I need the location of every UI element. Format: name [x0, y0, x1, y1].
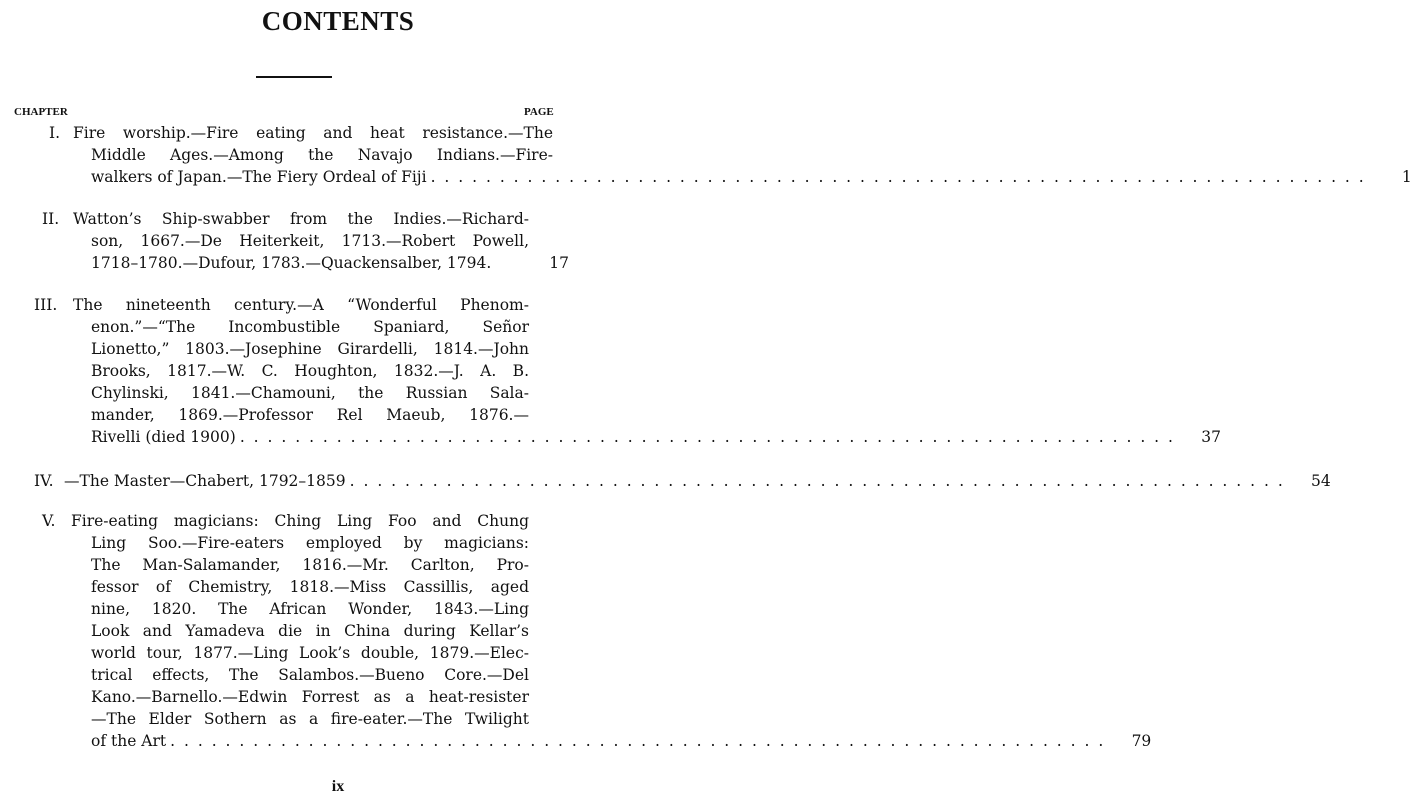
chapter-column-heading: CHAPTER	[14, 106, 68, 118]
entry-line: world tour, 1877.—Ling Look’s double, 1879.—Elec-	[91, 644, 529, 662]
entry-line: Brooks, 1817.—W. C. Houghton, 1832.—J. A. B.	[91, 362, 529, 380]
entry-line: Fire worship.—Fire eating and heat resistance.—The	[73, 124, 553, 142]
title-rule	[256, 76, 332, 78]
entry-line: Lionetto,” 1803.—Josephine Girardelli, 1814.—John	[91, 340, 529, 358]
entry-line: enon.”—“The Incombustible Spaniard, Señor	[91, 318, 529, 336]
entry-line: Chylinski, 1841.—Chamouni, the Russian Sala-	[91, 384, 529, 402]
entry-line: Kano.—Barnello.—Edwin Forrest as a heat-resister	[91, 688, 529, 706]
page-folio: ix	[331, 778, 345, 795]
entry-line: —The Master—Chabert, 1792–1859	[64, 472, 346, 490]
entry-line: —The Elder Sothern as a fire-eater.—The Twilight	[91, 710, 529, 728]
chapter-number: I.	[49, 124, 61, 142]
entry-line: The nineteenth century.—A “Wonderful Phenom-	[73, 296, 529, 314]
page-title: CONTENTS	[261, 6, 415, 36]
entry-line: Middle Ages.—Among the Navajo Indians.—Fire-	[91, 146, 553, 164]
dot-leader: . . . . . . . . . . . . . . . . . . . . . . . . . . . . . . . . . . . . . . . . . . . . . . . . . . . . . . . . . . . . . . . . . . . .	[349, 472, 1285, 490]
entry-line: son, 1667.—De Heiterkeit, 1713.—Robert Powell,	[91, 232, 529, 250]
chapter-number: II.	[42, 210, 60, 228]
entry-line: Rivelli (died 1900)	[91, 428, 236, 446]
dot-leader: . . . . . . . . . . . . . . . . . . . . . . . . . . . . . . . . . . . . . . . . . . . . . . . . . . . . . . . . . . . . . . . . . . . .	[170, 732, 1106, 750]
toc-entry-chapter-2	[42, 208, 569, 274]
page-column-heading: PAGE	[524, 106, 554, 118]
entry-line: of the Art	[91, 732, 167, 750]
toc-entry-chapter-5	[42, 510, 1152, 752]
page-number: 79	[1131, 732, 1152, 750]
page-number: 37	[1201, 428, 1221, 446]
chapter-number: III.	[34, 296, 58, 314]
entry-line: fessor of Chemistry, 1818.—Miss Cassillis, aged	[91, 578, 529, 596]
dot-leader: . . . . . . . . . . . . . . . . . . . . . . . . . . . . . . . . . . . . . . . . . . . . . . . . . . . . . . . . . . . . . . . . . . . .	[430, 168, 1366, 186]
toc-entry-chapter-1	[49, 122, 1412, 188]
entry-line: mander, 1869.—Professor Rel Maeub, 1876.—	[91, 406, 529, 424]
toc-entry-chapter-4	[34, 470, 1331, 492]
entry-line: 1718–1780.—Dufour, 1783.—Quackensalber, 1794.	[91, 254, 492, 272]
entry-line: Watton’s Ship-swabber from the Indies.—Richard-	[73, 210, 529, 228]
dot-leader: . . . . . . . . . . . . . . . . . . . . . . . . . . . . . . . . . . . . . . . . . . . . . . . . . . . . . . . . . . . . . . . . . . . .	[239, 428, 1175, 446]
entry-line: Look and Yamadeva die in China during Kellar’s	[91, 622, 529, 640]
chapter-number: V.	[42, 512, 56, 530]
page-number: 1	[1401, 168, 1412, 186]
chapter-number: IV.	[34, 472, 54, 490]
entry-line: trical effects, The Salambos.—Bueno Core.—Del	[91, 666, 529, 684]
entry-line: Ling Soo.—Fire-eaters employed by magicians:	[91, 534, 529, 552]
toc-entry-chapter-3	[34, 294, 1221, 448]
page-number: 17	[549, 254, 569, 272]
entry-line: walkers of Japan.—The Fiery Ordeal of Fiji	[91, 168, 427, 186]
page-number: 54	[1311, 472, 1331, 490]
entry-line: Fire-eating magicians: Ching Ling Foo and Chung	[71, 512, 529, 530]
entry-line: The Man-Salamander, 1816.—Mr. Carlton, Pro-	[91, 556, 529, 574]
entry-line: nine, 1820. The African Wonder, 1843.—Ling	[91, 600, 529, 618]
